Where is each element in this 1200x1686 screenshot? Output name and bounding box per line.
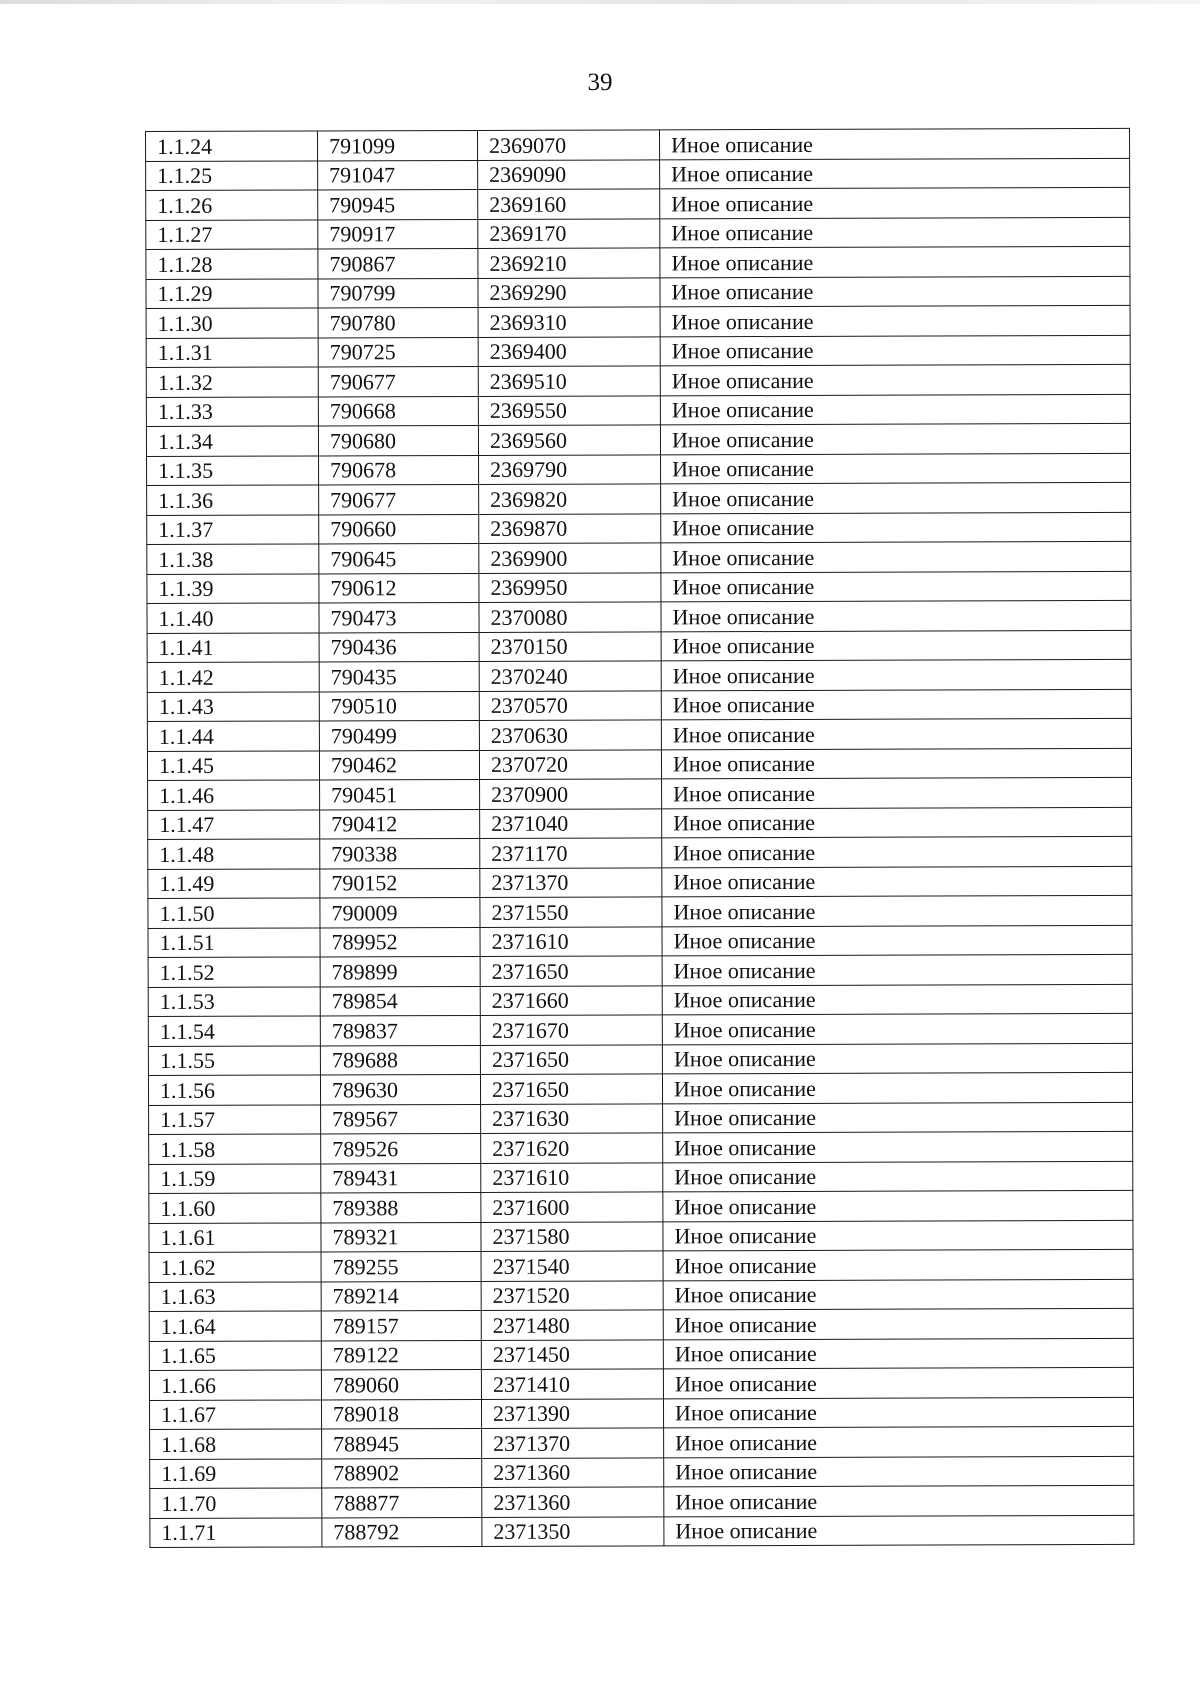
y-coordinate-cell: 2371350 xyxy=(482,1516,664,1546)
description-cell: Иное описание xyxy=(661,689,1131,720)
point-number-cell: 1.1.62 xyxy=(149,1252,321,1282)
y-coordinate-cell: 2371550 xyxy=(480,897,662,927)
y-coordinate-cell: 2371390 xyxy=(481,1398,663,1428)
y-coordinate-cell: 2370570 xyxy=(479,690,661,720)
description-cell: Иное описание xyxy=(663,1367,1133,1398)
point-number-cell: 1.1.43 xyxy=(147,691,319,721)
description-cell: Иное описание xyxy=(660,276,1130,307)
x-coordinate-cell: 790677 xyxy=(319,484,479,514)
description-cell: Иное описание xyxy=(662,1013,1132,1044)
description-cell: Иное описание xyxy=(662,807,1132,838)
description-cell: Иное описание xyxy=(664,1485,1134,1516)
description-cell: Иное описание xyxy=(663,1190,1133,1221)
x-coordinate-cell: 789255 xyxy=(321,1251,481,1281)
x-coordinate-cell: 790660 xyxy=(319,514,479,544)
point-number-cell: 1.1.24 xyxy=(146,131,318,161)
table-row xyxy=(146,187,1130,220)
description-cell: Иное описание xyxy=(664,1426,1134,1457)
point-number-cell: 1.1.36 xyxy=(147,485,319,515)
x-coordinate-cell: 790412 xyxy=(320,809,480,839)
x-coordinate-cell: 790510 xyxy=(319,691,479,721)
x-coordinate-cell: 791047 xyxy=(318,160,478,190)
table-row xyxy=(148,895,1132,928)
point-number-cell: 1.1.71 xyxy=(150,1517,322,1547)
table-row xyxy=(149,1190,1133,1223)
x-coordinate-cell: 790725 xyxy=(318,337,478,367)
table-row xyxy=(148,925,1132,958)
description-cell: Иное описание xyxy=(661,482,1131,513)
x-coordinate-cell: 790009 xyxy=(320,897,480,927)
point-number-cell: 1.1.25 xyxy=(146,160,318,190)
y-coordinate-cell: 2371040 xyxy=(480,808,662,838)
table-row xyxy=(148,1043,1132,1076)
y-coordinate-cell: 2371170 xyxy=(480,838,662,868)
table-row xyxy=(147,571,1131,604)
point-number-cell: 1.1.46 xyxy=(148,780,320,810)
table-row xyxy=(149,1308,1133,1341)
point-number-cell: 1.1.57 xyxy=(149,1104,321,1134)
y-coordinate-cell: 2371600 xyxy=(481,1192,663,1222)
table-row xyxy=(146,246,1130,279)
description-cell: Иное описание xyxy=(662,1072,1132,1103)
x-coordinate-cell: 789899 xyxy=(320,956,480,986)
y-coordinate-cell: 2369560 xyxy=(478,425,660,455)
y-coordinate-cell: 2370240 xyxy=(479,661,661,691)
point-number-cell: 1.1.34 xyxy=(146,426,318,456)
page-number: 39 xyxy=(587,69,613,96)
x-coordinate-cell: 789567 xyxy=(321,1104,481,1134)
x-coordinate-cell: 789321 xyxy=(321,1222,481,1252)
point-number-cell: 1.1.50 xyxy=(148,898,320,928)
point-number-cell: 1.1.56 xyxy=(148,1075,320,1105)
point-number-cell: 1.1.38 xyxy=(147,544,319,574)
table-row xyxy=(147,453,1131,486)
description-cell: Иное описание xyxy=(662,866,1132,897)
table-row xyxy=(147,689,1131,722)
description-cell: Иное описание xyxy=(661,541,1131,572)
x-coordinate-cell: 790917 xyxy=(318,219,478,249)
table-row xyxy=(146,394,1130,427)
point-number-cell: 1.1.70 xyxy=(150,1488,322,1518)
x-coordinate-cell: 789431 xyxy=(321,1163,481,1193)
x-coordinate-cell: 790645 xyxy=(319,543,479,573)
description-cell: Иное описание xyxy=(660,217,1130,248)
table-row xyxy=(147,659,1131,692)
coordinates-table-body xyxy=(146,128,1134,1547)
x-coordinate-cell: 789952 xyxy=(320,927,480,957)
point-number-cell: 1.1.48 xyxy=(148,839,320,869)
y-coordinate-cell: 2369870 xyxy=(479,513,661,543)
x-coordinate-cell: 789837 xyxy=(320,1015,480,1045)
description-cell: Иное описание xyxy=(661,630,1131,661)
y-coordinate-cell: 2371580 xyxy=(481,1221,663,1251)
point-number-cell: 1.1.49 xyxy=(148,868,320,898)
description-cell: Иное описание xyxy=(663,1102,1133,1133)
table-row xyxy=(146,305,1130,338)
table-row xyxy=(147,748,1131,781)
table-row xyxy=(150,1456,1134,1489)
y-coordinate-cell: 2369290 xyxy=(478,277,660,307)
table-row xyxy=(150,1426,1134,1459)
y-coordinate-cell: 2371450 xyxy=(481,1339,663,1369)
point-number-cell: 1.1.55 xyxy=(148,1045,320,1075)
description-cell: Иное описание xyxy=(663,1279,1133,1310)
x-coordinate-cell: 788792 xyxy=(322,1517,482,1547)
y-coordinate-cell: 2371620 xyxy=(481,1133,663,1163)
table-row xyxy=(148,984,1132,1017)
description-cell: Иное описание xyxy=(662,777,1132,808)
point-number-cell: 1.1.60 xyxy=(149,1193,321,1223)
description-cell: Иное описание xyxy=(660,423,1130,454)
description-cell: Иное описание xyxy=(661,659,1131,690)
y-coordinate-cell: 2371660 xyxy=(480,985,662,1015)
y-coordinate-cell: 2369070 xyxy=(477,130,659,160)
x-coordinate-cell: 790435 xyxy=(319,661,479,691)
y-coordinate-cell: 2371540 xyxy=(481,1251,663,1281)
y-coordinate-cell: 2369950 xyxy=(479,572,661,602)
description-cell: Иное описание xyxy=(663,1308,1133,1339)
point-number-cell: 1.1.35 xyxy=(147,455,319,485)
point-number-cell: 1.1.39 xyxy=(147,573,319,603)
point-number-cell: 1.1.64 xyxy=(149,1311,321,1341)
y-coordinate-cell: 2370630 xyxy=(479,720,661,750)
x-coordinate-cell: 790338 xyxy=(320,838,480,868)
x-coordinate-cell: 789157 xyxy=(321,1310,481,1340)
point-number-cell: 1.1.30 xyxy=(146,308,318,338)
description-cell: Иное описание xyxy=(664,1456,1134,1487)
table-row xyxy=(147,482,1131,515)
table-row xyxy=(149,1367,1133,1400)
x-coordinate-cell: 790780 xyxy=(318,307,478,337)
description-cell: Иное описание xyxy=(662,984,1132,1015)
point-number-cell: 1.1.42 xyxy=(147,662,319,692)
y-coordinate-cell: 2371370 xyxy=(480,867,662,897)
y-coordinate-cell: 2371410 xyxy=(481,1369,663,1399)
description-cell: Иное описание xyxy=(661,748,1131,779)
y-coordinate-cell: 2371610 xyxy=(480,926,662,956)
y-coordinate-cell: 2371650 xyxy=(480,956,662,986)
point-number-cell: 1.1.69 xyxy=(150,1458,322,1488)
point-number-cell: 1.1.66 xyxy=(149,1370,321,1400)
y-coordinate-cell: 2369550 xyxy=(478,395,660,425)
table-row xyxy=(149,1338,1133,1371)
point-number-cell: 1.1.52 xyxy=(148,957,320,987)
x-coordinate-cell: 789630 xyxy=(320,1074,480,1104)
y-coordinate-cell: 2371360 xyxy=(482,1457,664,1487)
x-coordinate-cell: 790451 xyxy=(320,779,480,809)
table-row xyxy=(148,954,1132,987)
table-row xyxy=(146,335,1130,368)
description-cell: Иное описание xyxy=(662,1043,1132,1074)
y-coordinate-cell: 2369900 xyxy=(479,543,661,573)
x-coordinate-cell: 789688 xyxy=(320,1045,480,1075)
point-number-cell: 1.1.65 xyxy=(149,1340,321,1370)
description-cell: Иное описание xyxy=(661,512,1131,543)
x-coordinate-cell: 790462 xyxy=(319,750,479,780)
table-row xyxy=(149,1249,1133,1282)
point-number-cell: 1.1.59 xyxy=(149,1163,321,1193)
table-row xyxy=(146,217,1130,250)
table-row xyxy=(146,128,1130,161)
y-coordinate-cell: 2371360 xyxy=(482,1487,664,1517)
table-row xyxy=(148,1013,1132,1046)
x-coordinate-cell: 790799 xyxy=(318,278,478,308)
table-row xyxy=(147,512,1131,545)
y-coordinate-cell: 2371630 xyxy=(481,1103,663,1133)
table-row xyxy=(147,630,1131,663)
point-number-cell: 1.1.67 xyxy=(149,1399,321,1429)
table-row xyxy=(149,1220,1133,1253)
description-cell: Иное описание xyxy=(659,128,1129,159)
x-coordinate-cell: 790473 xyxy=(319,602,479,632)
x-coordinate-cell: 789122 xyxy=(321,1340,481,1370)
table-row xyxy=(146,158,1130,191)
point-number-cell: 1.1.44 xyxy=(147,721,319,751)
table-row xyxy=(149,1131,1133,1164)
description-cell: Иное описание xyxy=(663,1161,1133,1192)
x-coordinate-cell: 789060 xyxy=(321,1369,481,1399)
x-coordinate-cell: 790668 xyxy=(318,396,478,426)
y-coordinate-cell: 2370080 xyxy=(479,602,661,632)
table-row xyxy=(148,1072,1132,1105)
y-coordinate-cell: 2369210 xyxy=(478,248,660,278)
point-number-cell: 1.1.63 xyxy=(149,1281,321,1311)
point-number-cell: 1.1.51 xyxy=(148,927,320,957)
y-coordinate-cell: 2369090 xyxy=(478,159,660,189)
point-number-cell: 1.1.26 xyxy=(146,190,318,220)
point-number-cell: 1.1.53 xyxy=(148,986,320,1016)
y-coordinate-cell: 2369170 xyxy=(478,218,660,248)
description-cell: Иное описание xyxy=(660,305,1130,336)
description-cell: Иное описание xyxy=(661,453,1131,484)
coordinates-table xyxy=(145,128,1134,1548)
table-row xyxy=(150,1485,1134,1518)
point-number-cell: 1.1.58 xyxy=(149,1134,321,1164)
x-coordinate-cell: 789526 xyxy=(321,1133,481,1163)
description-cell: Иное описание xyxy=(660,335,1130,366)
point-number-cell: 1.1.41 xyxy=(147,632,319,662)
description-cell: Иное описание xyxy=(661,571,1131,602)
description-cell: Иное описание xyxy=(660,187,1130,218)
description-cell: Иное описание xyxy=(660,246,1130,277)
point-number-cell: 1.1.32 xyxy=(146,367,318,397)
point-number-cell: 1.1.29 xyxy=(146,278,318,308)
point-number-cell: 1.1.33 xyxy=(146,396,318,426)
x-coordinate-cell: 789388 xyxy=(321,1192,481,1222)
description-cell: Иное описание xyxy=(663,1131,1133,1162)
table-row xyxy=(146,423,1130,456)
y-coordinate-cell: 2370720 xyxy=(479,749,661,779)
x-coordinate-cell: 788945 xyxy=(322,1428,482,1458)
y-coordinate-cell: 2371650 xyxy=(480,1044,662,1074)
description-cell: Иное описание xyxy=(663,1338,1133,1369)
table-row xyxy=(149,1397,1133,1430)
x-coordinate-cell: 789854 xyxy=(320,986,480,1016)
table-row xyxy=(147,718,1131,751)
x-coordinate-cell: 790678 xyxy=(319,455,479,485)
x-coordinate-cell: 789214 xyxy=(321,1281,481,1311)
description-cell: Иное описание xyxy=(661,718,1131,749)
point-number-cell: 1.1.31 xyxy=(146,337,318,367)
y-coordinate-cell: 2371650 xyxy=(480,1074,662,1104)
y-coordinate-cell: 2369510 xyxy=(478,366,660,396)
point-number-cell: 1.1.27 xyxy=(146,219,318,249)
x-coordinate-cell: 789018 xyxy=(321,1399,481,1429)
description-cell: Иное описание xyxy=(662,954,1132,985)
description-cell: Иное описание xyxy=(664,1515,1134,1546)
point-number-cell: 1.1.40 xyxy=(147,603,319,633)
table-row xyxy=(146,364,1130,397)
table-row xyxy=(149,1102,1133,1135)
x-coordinate-cell: 790867 xyxy=(318,248,478,278)
y-coordinate-cell: 2369310 xyxy=(478,307,660,337)
x-coordinate-cell: 790945 xyxy=(318,189,478,219)
description-cell: Иное описание xyxy=(660,364,1130,395)
table-row xyxy=(149,1279,1133,1312)
description-cell: Иное описание xyxy=(662,836,1132,867)
scan-edge xyxy=(0,0,1200,4)
point-number-cell: 1.1.68 xyxy=(150,1429,322,1459)
x-coordinate-cell: 788902 xyxy=(322,1458,482,1488)
table-row xyxy=(147,600,1131,633)
y-coordinate-cell: 2371370 xyxy=(482,1428,664,1458)
table-row xyxy=(150,1515,1134,1548)
y-coordinate-cell: 2369400 xyxy=(478,336,660,366)
description-cell: Иное описание xyxy=(660,394,1130,425)
x-coordinate-cell: 790612 xyxy=(319,573,479,603)
x-coordinate-cell: 790677 xyxy=(318,366,478,396)
table-row xyxy=(148,807,1132,840)
description-cell: Иное описание xyxy=(663,1220,1133,1251)
table-row xyxy=(147,541,1131,574)
table-row xyxy=(148,836,1132,869)
point-number-cell: 1.1.45 xyxy=(147,750,319,780)
y-coordinate-cell: 2370150 xyxy=(479,631,661,661)
table-row xyxy=(148,777,1132,810)
description-cell: Иное описание xyxy=(662,895,1132,926)
description-cell: Иное описание xyxy=(663,1397,1133,1428)
x-coordinate-cell: 790436 xyxy=(319,632,479,662)
y-coordinate-cell: 2371520 xyxy=(481,1280,663,1310)
table-row xyxy=(146,276,1130,309)
table-row xyxy=(149,1161,1133,1194)
x-coordinate-cell: 790680 xyxy=(318,425,478,455)
point-number-cell: 1.1.54 xyxy=(148,1016,320,1046)
y-coordinate-cell: 2370900 xyxy=(480,779,662,809)
table-row xyxy=(148,866,1132,899)
description-cell: Иное описание xyxy=(663,1249,1133,1280)
y-coordinate-cell: 2369160 xyxy=(478,189,660,219)
point-number-cell: 1.1.47 xyxy=(148,809,320,839)
point-number-cell: 1.1.37 xyxy=(147,514,319,544)
y-coordinate-cell: 2369790 xyxy=(479,454,661,484)
y-coordinate-cell: 2369820 xyxy=(479,484,661,514)
description-cell: Иное описание xyxy=(662,925,1132,956)
y-coordinate-cell: 2371670 xyxy=(480,1015,662,1045)
x-coordinate-cell: 788877 xyxy=(322,1487,482,1517)
x-coordinate-cell: 790152 xyxy=(320,868,480,898)
point-number-cell: 1.1.61 xyxy=(149,1222,321,1252)
point-number-cell: 1.1.28 xyxy=(146,249,318,279)
x-coordinate-cell: 791099 xyxy=(318,130,478,160)
description-cell: Иное описание xyxy=(660,158,1130,189)
y-coordinate-cell: 2371480 xyxy=(481,1310,663,1340)
y-coordinate-cell: 2371610 xyxy=(481,1162,663,1192)
x-coordinate-cell: 790499 xyxy=(319,720,479,750)
description-cell: Иное описание xyxy=(661,600,1131,631)
